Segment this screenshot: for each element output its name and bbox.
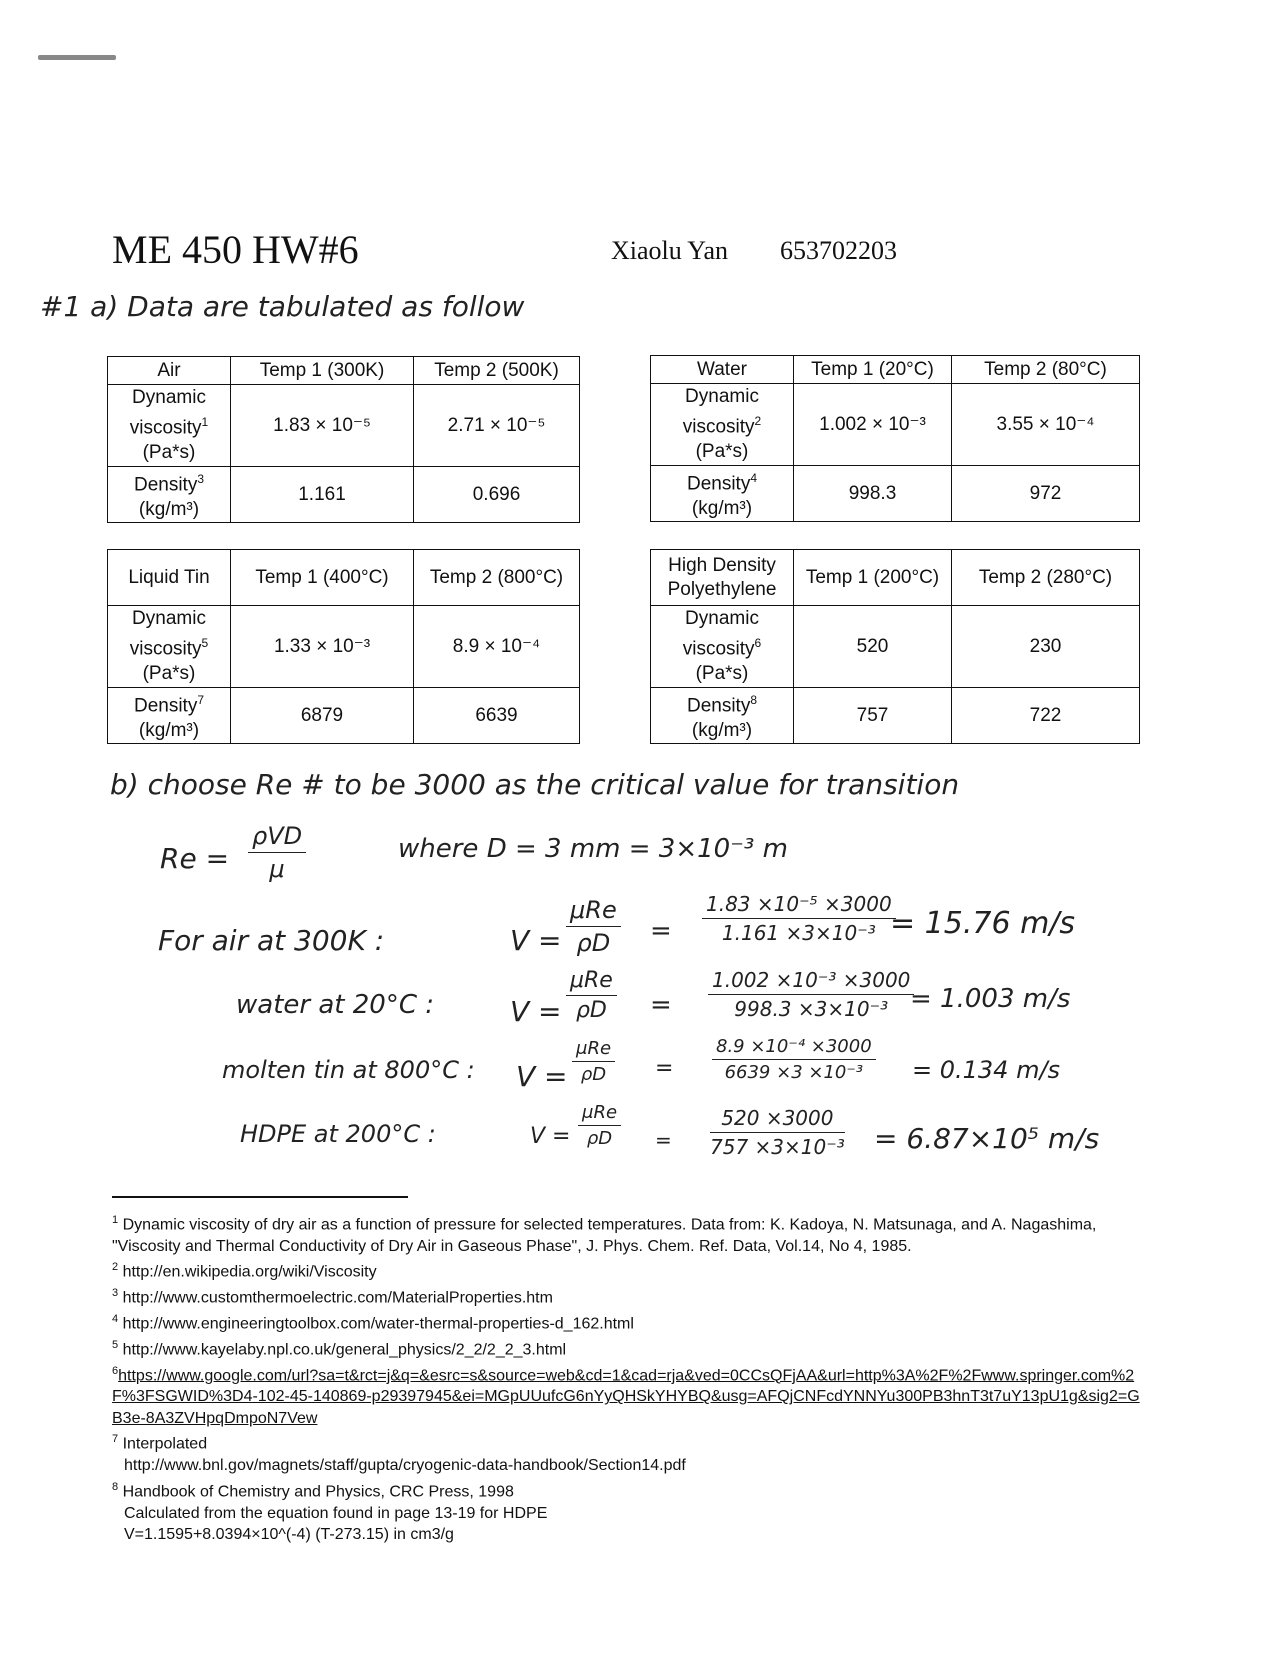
air-table xyxy=(107,356,580,523)
air-viscosity-t2: 2.71 × 10⁻⁵ xyxy=(414,385,580,467)
tin-header-temp1: Temp 1 (400°C) xyxy=(231,550,414,606)
footnote-8: $^8$ Handbook of Chemistry and Physics, CRC Press, 1998 xyxy=(112,1480,514,1501)
air-density-t2: 0.696 xyxy=(414,467,580,523)
footnote-2: $^2$ http://en.wikipedia.org/wiki/Viscosity xyxy=(112,1261,377,1281)
re-numerator: ρVD xyxy=(248,822,306,853)
footnote-6-link[interactable]: https://www.google.com/url?sa=t&rct=j&q=&esrc=s&source=web&cd=1&cad=rja&ved=0CCsQFjAA&url=http%3A%2F%2Fwww.springer.com%2F%3FSGWID%3D4-102-45-140869-p29397945&ei=MGpUUufcG6nYyQHSkYHYBQ&usg=AFQjCNFcdYNNYu300PB3hnT3t7uY13pU1g&sig2=GB3e-8A3ZVHpqDmpoN7Vew xyxy=(112,1366,1140,1427)
formula-denominator: ρD xyxy=(580,1064,607,1085)
footnote-5: $^5$ http://www.kayelaby.npl.co.uk/general_physics/2_2/2_2_3.html xyxy=(112,1338,567,1359)
tin-viscosity-t2: 8.9 × 10⁻⁴ xyxy=(414,606,580,688)
footnote-6: $^6$https://www.google.com/url?sa=t&rct=j&q=&esrc=s&source=web&cd=1&cad=rja&ved=0CCsQFjAA&url=http%3A%2F%2Fwww.springer.com%2F%3FSGWID%3D4-102-45-140869-p29397945&ei=MGpUUufcG6nYyQHSkYHYBQ&usg=AFQjCNFcdYNNYu300PB3hnT3t7uY13pU1g&sig2=GB3e-8A3ZVHpqDmpoN7Vew xyxy=(112,1364,1140,1427)
calc-equals: = xyxy=(655,1056,674,1081)
footnote-8-note: Calculated from the equation found in page 13-19 for HDPE xyxy=(124,1504,548,1522)
calc-formula xyxy=(578,1102,621,1149)
calc-substitution xyxy=(702,892,896,945)
hdpe-density-t2: 722 xyxy=(952,688,1140,744)
calc-formula xyxy=(572,1038,615,1085)
air-viscosity-label: Dynamic viscosity$^1$ (Pa*s) xyxy=(108,385,231,467)
calc-label: water at 20°C : xyxy=(236,990,434,1020)
calc-result: = 6.87×10⁵ m/s xyxy=(874,1122,1100,1155)
footnote-3: $^3$ http://www.customthermoelectric.com/MaterialProperties.htm xyxy=(112,1287,553,1307)
substitution-numerator: 1.83 ×10⁻⁵ ×3000 xyxy=(702,892,896,919)
tin-density-label: Density$^7$ (kg/m³) xyxy=(108,688,231,744)
footnote-4: $^4$ http://www.engineeringtoolbox.com/water-thermal-properties-d_162.html xyxy=(112,1312,634,1333)
air-header-material: Air xyxy=(108,357,231,385)
water-viscosity-t2: 3.55 × 10⁻⁴ xyxy=(952,384,1140,466)
footnote-5-link[interactable]: http://www.kayelaby.npl.co.uk/general_physics/2_2/2_2_3.html xyxy=(122,1341,567,1359)
calc-equals: = xyxy=(655,1128,672,1152)
footnote-divider xyxy=(112,1196,408,1198)
calc-formula xyxy=(566,968,617,1023)
water-header-temp1: Temp 1 (20°C) xyxy=(794,356,952,384)
formula-numerator: μRe xyxy=(566,896,621,927)
footnote-4-link[interactable]: http://www.engineeringtoolbox.com/water-thermal-properties-d_162.html xyxy=(122,1315,634,1333)
tin-density-t1: 6879 xyxy=(231,688,414,744)
calc-v: V = xyxy=(530,1124,571,1149)
footnote-1: $^1$ Dynamic viscosity of dry air as a function of pressure for selected temperatures. Data from: K. Kadoya, N. Matsunaga, and A. Nagashima, "Viscosity and Thermal Conductivity of Dry Air in Gaseous Phase", J. Phys. Chem. Ref. Data, Vol.14, No 4, 1985. xyxy=(112,1214,1097,1255)
page-title: ME 450 HW#6 xyxy=(112,227,359,272)
tin-header-temp2: Temp 2 (800°C) xyxy=(414,550,580,606)
footnotes xyxy=(112,1210,1142,1546)
calc-label: molten tin at 800°C : xyxy=(222,1056,475,1084)
hdpe-viscosity-t1: 520 xyxy=(794,606,952,688)
substitution-numerator: 520 ×3000 xyxy=(710,1106,845,1133)
tin-density-t2: 6639 xyxy=(414,688,580,744)
substitution-denominator: 998.3 ×3×10⁻³ xyxy=(734,997,889,1021)
calc-equals: = xyxy=(650,990,672,1020)
water-header-temp2: Temp 2 (80°C) xyxy=(952,356,1140,384)
water-table xyxy=(650,355,1140,522)
water-viscosity-label: Dynamic viscosity$^2$ (Pa*s) xyxy=(651,384,794,466)
tin-viscosity-label: Dynamic viscosity$^5$ (Pa*s) xyxy=(108,606,231,688)
tin-table xyxy=(107,549,580,744)
water-density-label: Density$^4$ (kg/m³) xyxy=(651,466,794,522)
calc-label: For air at 300K : xyxy=(158,924,385,957)
formula-denominator: ρD xyxy=(586,1128,613,1149)
substitution-numerator: 8.9 ×10⁻⁴ ×3000 xyxy=(712,1036,876,1060)
author-name: Xiaolu Yan xyxy=(611,236,729,265)
air-header-temp1: Temp 1 (300K) xyxy=(231,357,414,385)
air-density-t1: 1.161 xyxy=(231,467,414,523)
hdpe-table xyxy=(650,549,1140,744)
calc-substitution xyxy=(708,968,914,1021)
part-a-heading: #1 a) Data are tabulated as follow xyxy=(40,290,525,323)
calc-formula xyxy=(566,896,621,957)
hdpe-density-label: Density$^8$ (kg/m³) xyxy=(651,688,794,744)
calc-substitution xyxy=(710,1106,845,1159)
re-denominator: μ xyxy=(269,855,285,883)
formula-numerator: μRe xyxy=(572,1038,615,1062)
calc-v: V = xyxy=(510,924,562,957)
footnote-7-link[interactable]: http://www.bnl.gov/magnets/staff/gupta/cryogenic-data-handbook/Section14.pdf xyxy=(124,1457,686,1475)
substitution-denominator: 6639 ×3 ×10⁻³ xyxy=(724,1062,864,1083)
water-density-t2: 972 xyxy=(952,466,1140,522)
substitution-denominator: 1.161 ×3×10⁻³ xyxy=(721,921,876,945)
diameter-note: where D = 3 mm = 3×10⁻³ m xyxy=(398,834,788,864)
water-viscosity-t1: 1.002 × 10⁻³ xyxy=(794,384,952,466)
calc-equals: = xyxy=(650,916,672,946)
substitution-numerator: 1.002 ×10⁻³ ×3000 xyxy=(708,968,914,995)
footnote-8-equation: V=1.1595+8.0394×10^(-4) (T-273.15) in cm3/g xyxy=(124,1526,454,1544)
calc-label: HDPE at 200°C : xyxy=(240,1120,436,1148)
formula-denominator: ρD xyxy=(575,998,607,1023)
air-viscosity-t1: 1.83 × 10⁻⁵ xyxy=(231,385,414,467)
calc-result: = 15.76 m/s xyxy=(890,906,1076,941)
hdpe-viscosity-t2: 230 xyxy=(952,606,1140,688)
water-density-t1: 998.3 xyxy=(794,466,952,522)
calc-v: V = xyxy=(516,1060,568,1093)
tin-header-material: Liquid Tin xyxy=(108,550,231,606)
hdpe-header-temp2: Temp 2 (280°C) xyxy=(952,550,1140,606)
air-density-label: Density$^3$ (kg/m³) xyxy=(108,467,231,523)
formula-denominator: ρD xyxy=(576,929,611,957)
footnote-7: $^7$ Interpolated xyxy=(112,1433,208,1453)
substitution-denominator: 757 ×3×10⁻³ xyxy=(710,1135,845,1159)
part-b-heading: b) choose Re # to be 3000 as the critical value for transition xyxy=(110,768,960,801)
footnote-2-link[interactable]: http://en.wikipedia.org/wiki/Viscosity xyxy=(122,1263,377,1281)
calc-result: = 1.003 m/s xyxy=(910,984,1071,1014)
hdpe-header-temp1: Temp 1 (200°C) xyxy=(794,550,952,606)
hdpe-header-material: High Density Polyethylene xyxy=(651,550,794,606)
hdpe-viscosity-label: Dynamic viscosity$^6$ (Pa*s) xyxy=(651,606,794,688)
calc-v: V = xyxy=(510,995,562,1028)
water-header-material: Water xyxy=(651,356,794,384)
formula-numerator: μRe xyxy=(578,1102,621,1126)
scan-artifact xyxy=(38,55,116,60)
student-id: 653702203 xyxy=(780,236,897,265)
re-formula xyxy=(248,822,306,883)
re-lhs: Re = xyxy=(160,842,230,875)
hdpe-density-t1: 757 xyxy=(794,688,952,744)
calc-result: = 0.134 m/s xyxy=(912,1056,1061,1084)
calc-substitution xyxy=(712,1036,876,1083)
tin-viscosity-t1: 1.33 × 10⁻³ xyxy=(231,606,414,688)
formula-numerator: μRe xyxy=(566,968,617,996)
footnote-3-link[interactable]: http://www.customthermoelectric.com/MaterialProperties.htm xyxy=(122,1289,553,1307)
air-header-temp2: Temp 2 (500K) xyxy=(414,357,580,385)
